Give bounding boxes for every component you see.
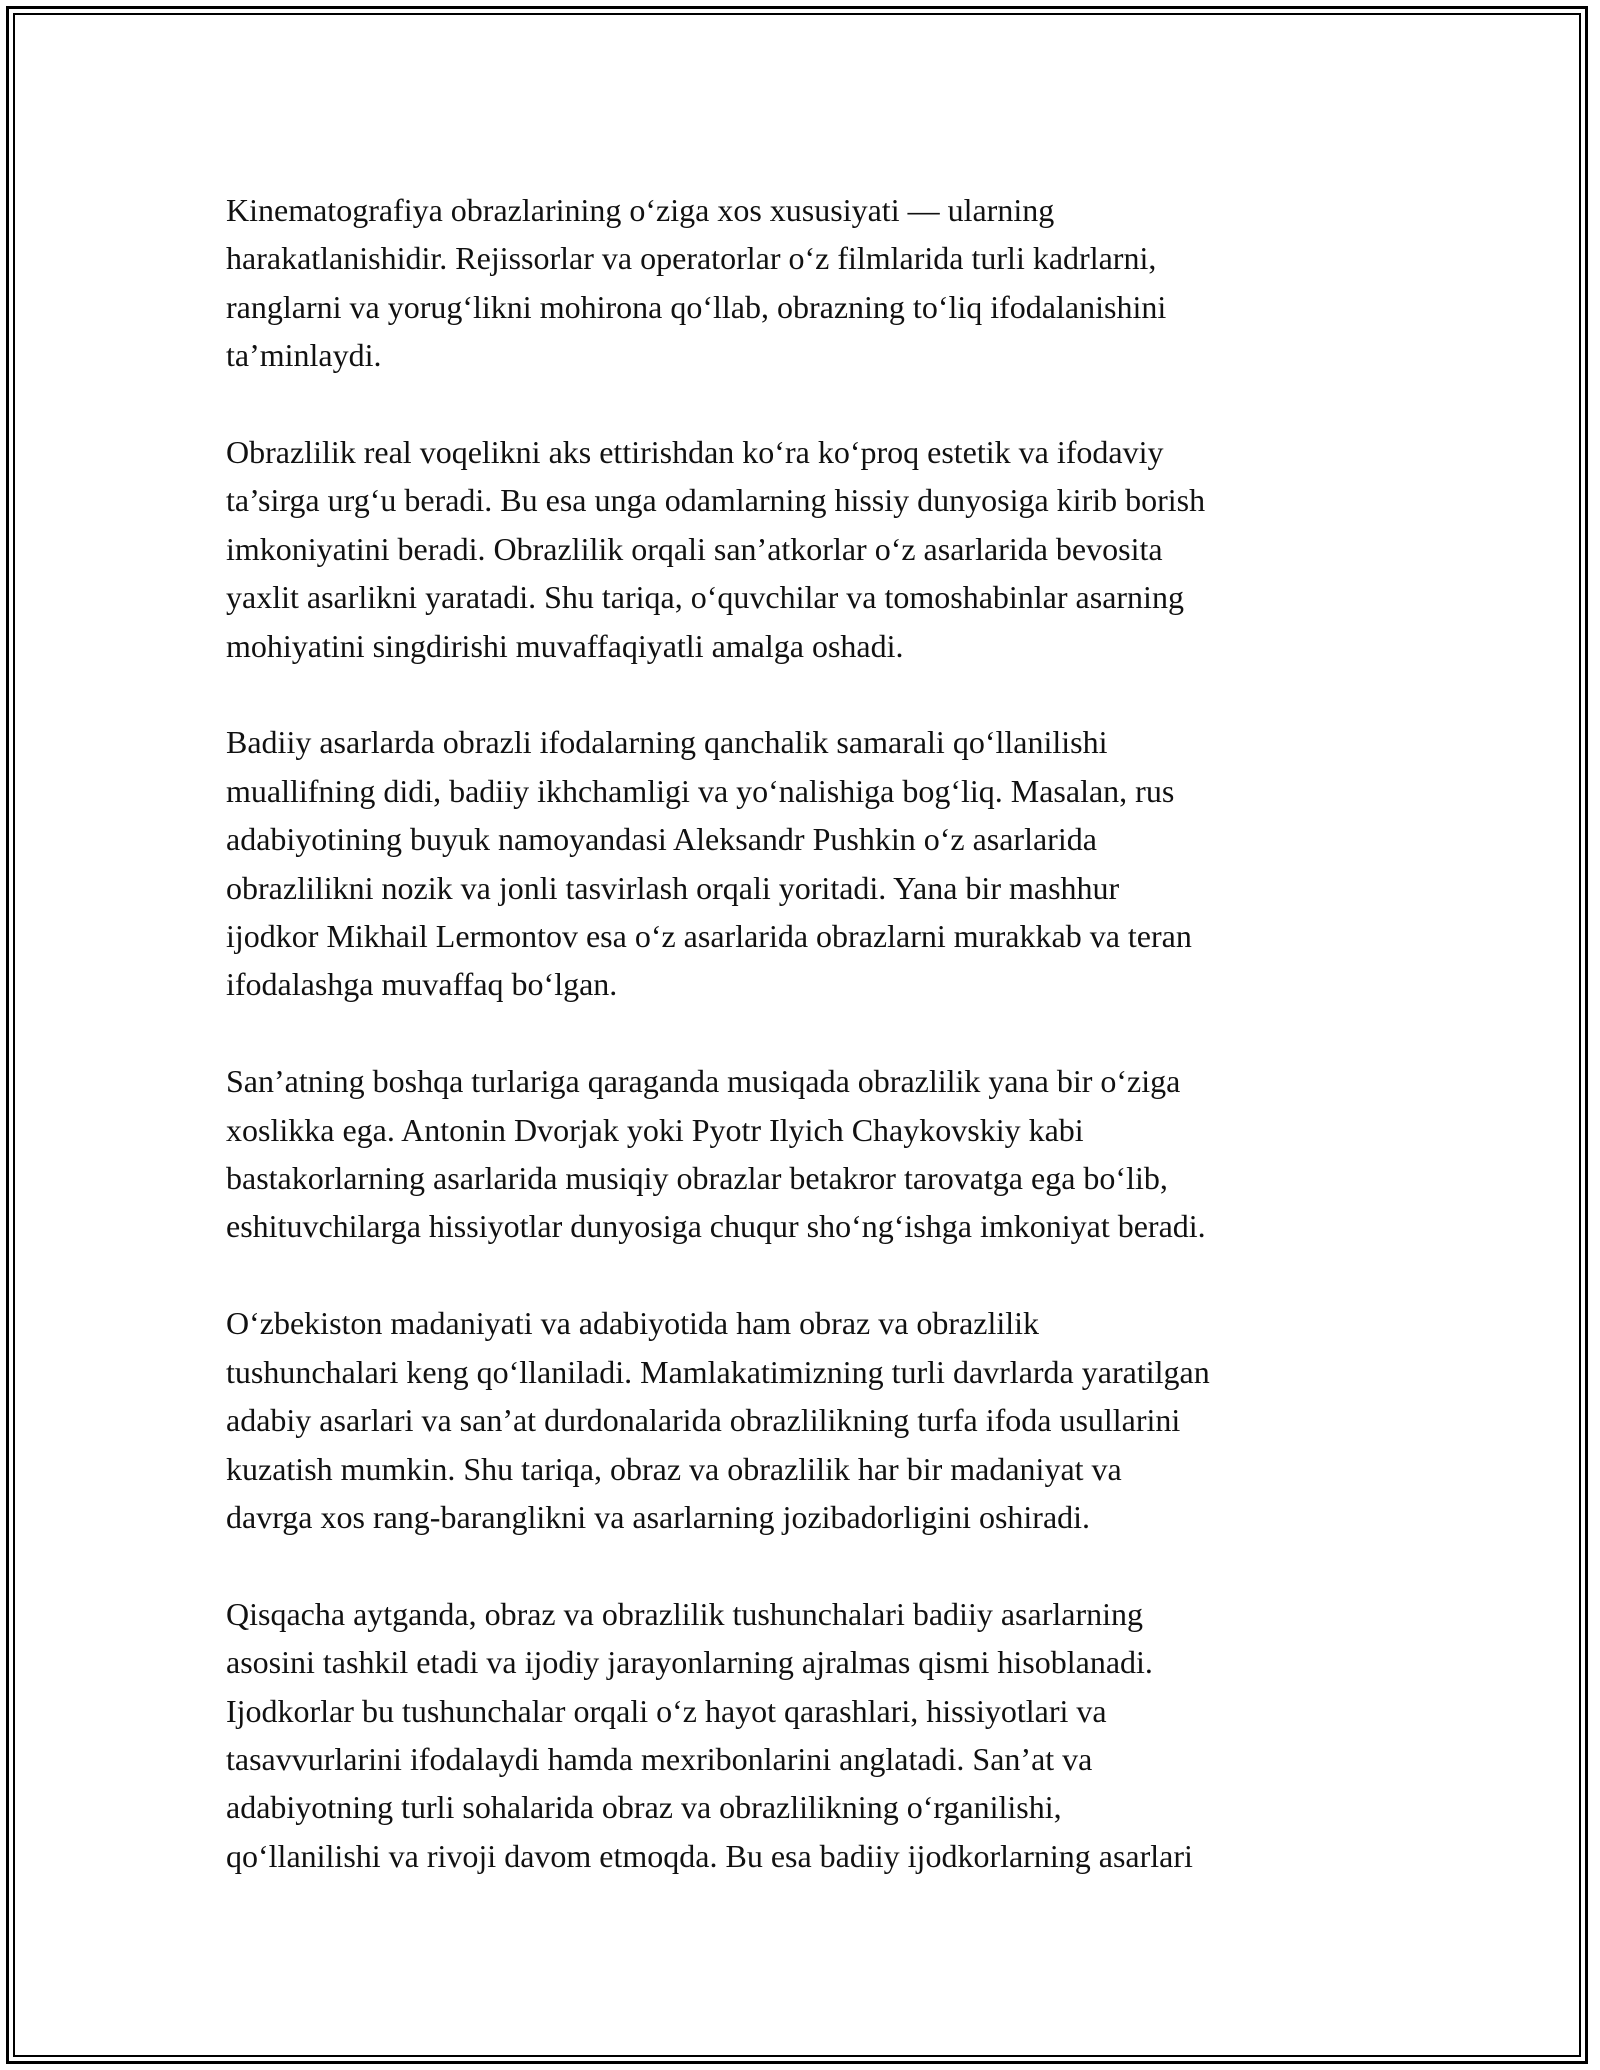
paragraph-3 bbox=[226, 718, 1386, 1008]
text-line: ranglarni va yorug‘likni mohirona qo‘llab, obrazning to‘liq ifodalanishini bbox=[226, 288, 1167, 325]
text-line: xoslikka ega. Antonin Dvorjak yoki Pyotr Ilyich Chaykovskiy kabi bbox=[226, 1111, 1084, 1148]
text-line: Ijodkorlar bu tushunchalar orqali o‘z hayot qarashlari, hissiyotlari va bbox=[226, 1692, 1107, 1729]
text-line: tasavvurlarini ifodalaydi hamda mexribonlarini anglatadi. San’at va bbox=[226, 1740, 1093, 1777]
paragraph-6 bbox=[226, 1590, 1386, 1880]
text-line: davrga xos rang-baranglikni va asarlarning jozibadorligini oshiradi. bbox=[226, 1498, 1091, 1535]
text-line: mohiyatini singdirishi muvaffaqiyatli amalga oshadi. bbox=[226, 627, 904, 664]
document-body bbox=[226, 186, 1386, 1929]
text-line: adabiyotning turli sohalarida obraz va obrazlilikning o‘rganilishi, bbox=[226, 1789, 1062, 1826]
text-line: Obrazlilik real voqelikni aks ettirishdan ko‘ra ko‘proq estetik va ifodaviy bbox=[226, 434, 1164, 471]
text-line: O‘zbekiston madaniyati va adabiyotida ham obraz va obrazlilik bbox=[226, 1305, 1040, 1342]
text-line: kuzatish mumkin. Shu tariqa, obraz va obrazlilik har bir madaniyat va bbox=[226, 1450, 1122, 1487]
text-line: adabiyotining buyuk namoyandasi Aleksandr Pushkin o‘z asarlarida bbox=[226, 821, 1097, 858]
text-line: Qisqacha aytganda, obraz va obrazlilik tushunchalari badiiy asarlarning bbox=[226, 1595, 1143, 1632]
paragraph-5 bbox=[226, 1299, 1386, 1541]
text-line: asosini tashkil etadi va ijodiy jarayonlarning ajralmas qismi hisoblanadi. bbox=[226, 1644, 1153, 1681]
text-line: Badiiy asarlarda obrazli ifodalarning qanchalik samarali qo‘llanilishi bbox=[226, 724, 1108, 761]
paragraph-1 bbox=[226, 186, 1386, 380]
paragraph-4 bbox=[226, 1057, 1386, 1251]
paragraph-2 bbox=[226, 428, 1386, 670]
text-line: muallifning didi, badiiy ikhchamligi va yo‘nalishiga bog‘liq. Masalan, rus bbox=[226, 772, 1175, 809]
text-line: eshituvchilarga hissiyotlar dunyosiga chuqur sho‘ng‘ishga imkoniyat beradi. bbox=[226, 1208, 1206, 1245]
text-line: ijodkor Mikhail Lermontov esa o‘z asarlarida obrazlarni murakkab va teran bbox=[226, 918, 1192, 955]
text-line: qo‘llanilishi va rivoji davom etmoqda. Bu esa badiiy ijodkorlarning asarlari bbox=[226, 1837, 1193, 1874]
text-line: obrazlilikni nozik va jonli tasvirlash orqali yoritadi. Yana bir mashhur bbox=[226, 869, 1120, 906]
text-line: tushunchalari keng qo‘llaniladi. Mamlakatimizning turli davrlarda yaratilgan bbox=[226, 1353, 1210, 1390]
text-line: bastakorlarning asarlarida musiqiy obrazlar betakror tarovatga ega bo‘lib, bbox=[226, 1160, 1168, 1197]
text-line: San’atning boshqa turlariga qaraganda musiqada obrazlilik yana bir o‘ziga bbox=[226, 1063, 1181, 1100]
text-line: ta’minlaydi. bbox=[226, 337, 382, 374]
text-line: yaxlit asarlikni yaratadi. Shu tariqa, o‘quvchilar va tomoshabinlar asarning bbox=[226, 579, 1184, 616]
text-line: adabiy asarlari va san’at durdonalarida obrazlilikning turfa ifoda usullarini bbox=[226, 1402, 1181, 1439]
text-line: ta’sirga urg‘u beradi. Bu esa unga odamlarning hissiy dunyosiga kirib borish bbox=[226, 482, 1206, 519]
text-line: harakatlanishidir. Rejissorlar va operatorlar o‘z filmlarida turli kadrlarni, bbox=[226, 240, 1157, 277]
text-line: imkoniyatini beradi. Obrazlilik orqali san’atkorlar o‘z asarlarida bevosita bbox=[226, 530, 1163, 567]
text-line: ifodalashga muvaffaq bo‘lgan. bbox=[226, 966, 618, 1003]
text-line: Kinematografiya obrazlarining o‘ziga xos xususiyati — ularning bbox=[226, 192, 1055, 228]
